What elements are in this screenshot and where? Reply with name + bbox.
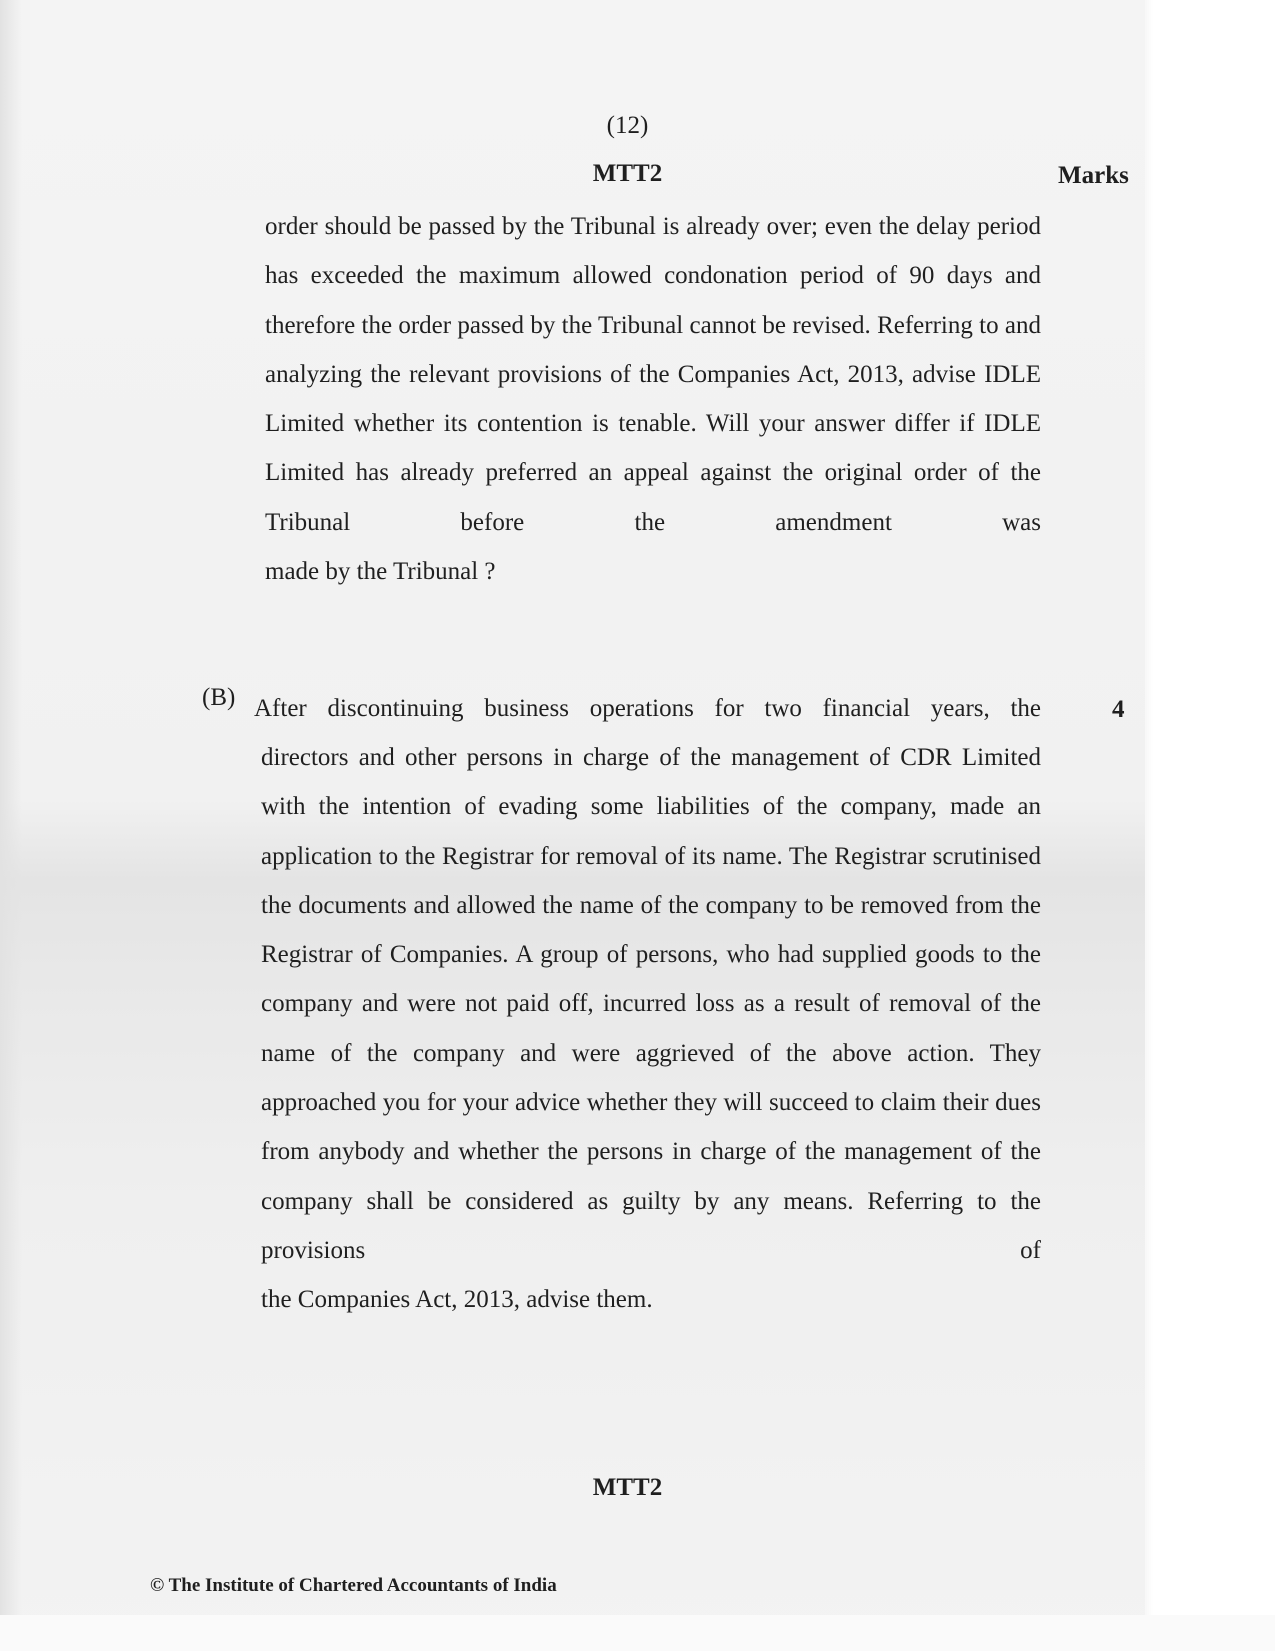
scan-shadow-left xyxy=(0,0,22,1651)
question-b-line: persons, who had supplied goods to the company and were not paid xyxy=(261,941,1042,1018)
question-a-line: Referring to and analyzing the relevant provisions of the Companies xyxy=(265,311,1041,388)
question-b-line: and were aggrieved of the above action. They approached you for your xyxy=(261,1039,1041,1117)
question-a-line: order should be passed by the Tribunal is already over; even the delay xyxy=(265,213,971,240)
question-b-marks: 4 xyxy=(1112,696,1125,723)
question-b-text xyxy=(261,733,1041,1325)
question-b-line: After discontinuing business operations for two financial years, the xyxy=(254,695,1041,722)
question-b-label: (B) xyxy=(202,684,236,711)
question-b-line: off, incurred loss as a result of removal of the name of the company xyxy=(261,990,1042,1067)
scan-margin-bottom xyxy=(0,1615,1275,1651)
question-b-line: directors and other persons in charge of the management of CDR xyxy=(261,744,952,771)
question-a-line: against the original order of the Tribunal before the amendment was xyxy=(265,459,1041,536)
paper-code-footer: MTT2 xyxy=(592,1474,663,1501)
question-b-last-line: the Companies Act, 2013, advise them. xyxy=(261,1286,653,1314)
question-b-line: whether the persons in charge of the management of the company shall xyxy=(261,1138,1041,1215)
question-a-line: your answer differ if IDLE Limited has already preferred an appeal xyxy=(265,410,1042,487)
question-b-first-line xyxy=(254,684,1041,733)
copyright-notice: © The Institute of Chartered Accountants of India xyxy=(150,1575,557,1596)
question-a-line: Act, 2013, advise IDLE Limited whether its contention is tenable. Will xyxy=(265,360,1041,438)
scan-margin-right xyxy=(1145,0,1275,1651)
question-b-line: Limited with the intention of evading some liabilities of the company, xyxy=(261,744,1042,821)
question-b-line: Registrar scrutinised the documents and allowed the name of the xyxy=(261,842,1041,919)
question-b-line: company to be removed from the Registrar of Companies. A group of xyxy=(261,891,1041,969)
question-b-line: advice whether they will succeed to claim their dues from anybody and xyxy=(261,1089,1042,1166)
question-a-line: period has exceeded the maximum allowed condonation period of 90 xyxy=(265,213,1042,290)
question-b-line: made an application to the Registrar for removal of its name. The xyxy=(261,793,1042,870)
question-a-last-line: made by the Tribunal ? xyxy=(265,558,496,586)
question-a-continuation xyxy=(265,202,1041,596)
page-number: (12) xyxy=(606,112,649,139)
question-b-line: be considered as guilty by any means. Referring to the provisions of xyxy=(261,1187,1041,1264)
paper-code-header: MTT2 xyxy=(592,160,663,187)
question-a-line: days and therefore the order passed by the Tribunal cannot be revised. xyxy=(265,262,1041,339)
marks-column-heading: Marks xyxy=(1058,162,1129,189)
